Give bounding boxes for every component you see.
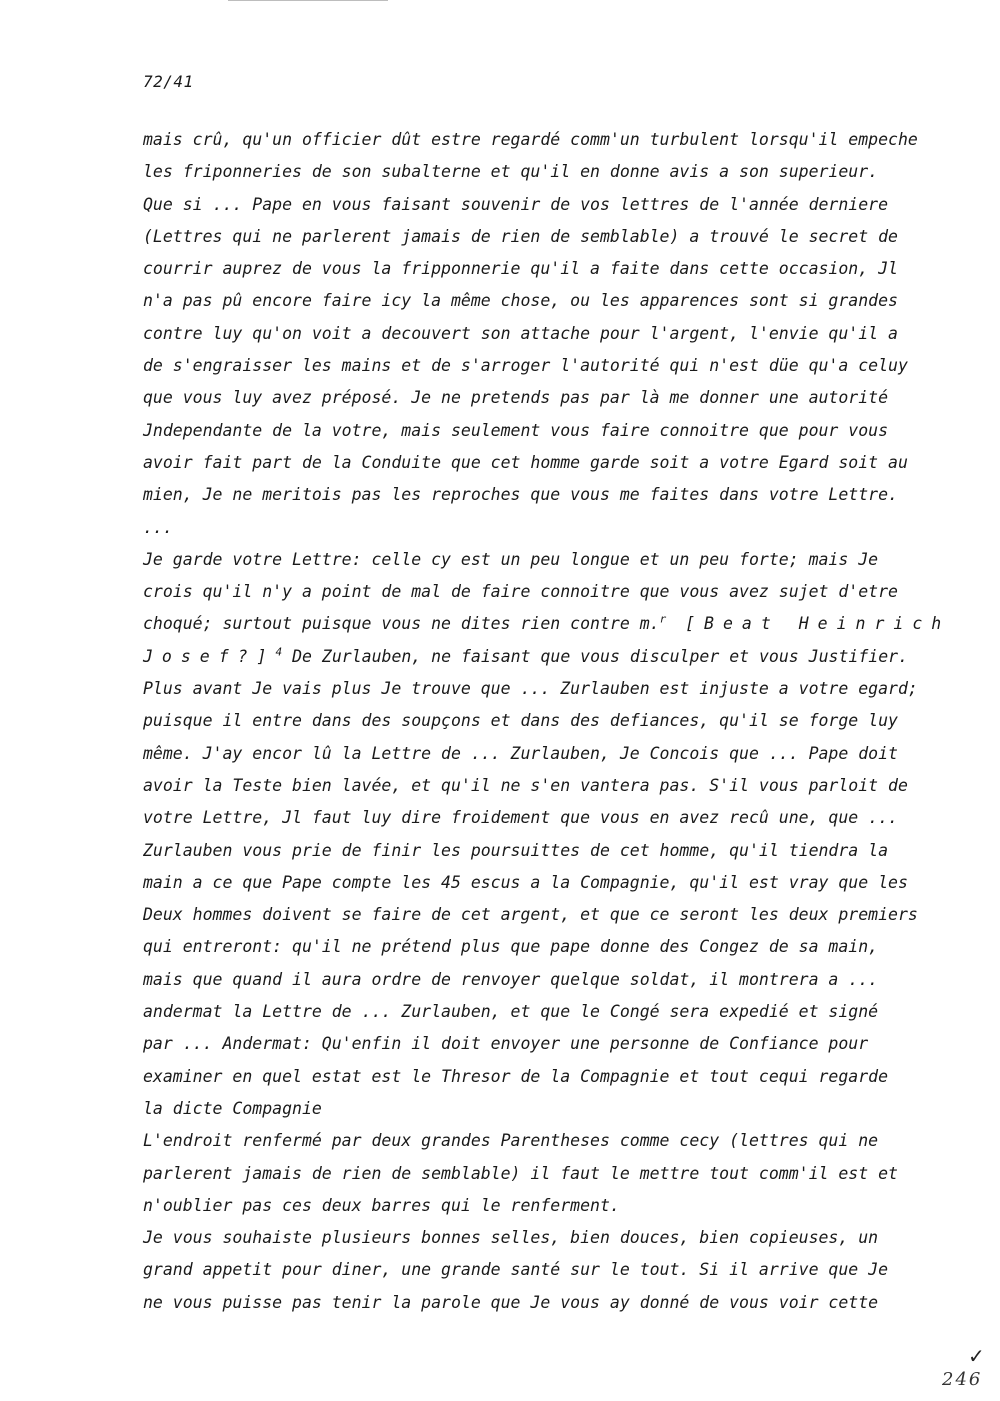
text-line: par ... Andermat: Qu'enfin il doit envoyer une personne de Confiance pour: [143, 1034, 869, 1054]
text-line: qui entreront: qu'il ne prétend plus que pape donne des Congez de sa main,: [143, 937, 879, 957]
handwritten-checkmark-icon: ✓: [968, 1344, 985, 1368]
text-line: mien, Je ne meritois pas les reproches que vous me faites dans votre Lettre.: [143, 485, 898, 505]
text-line: avoir fait part de la Conduite que cet homme garde soit a votre Egard soit au: [143, 452, 908, 472]
text-line: main a ce que Pape compte les 45 escus a la Compagnie, qu'il est vray que les: [143, 872, 908, 892]
text-line: les friponneries de son subalterne et qu'il en donne avis a son superieur.: [143, 162, 879, 182]
text-line: que vous luy avez préposé. Je ne pretends pas par là me donner une autorité: [143, 388, 889, 408]
text-line: Jndependante de la votre, mais seulement vous faire connoitre que pour vous: [143, 420, 889, 440]
text-line: [143, 641, 943, 673]
letter-transcription: [143, 124, 951, 1319]
text-line: crois qu'il n'y a point de mal de faire connoitre que vous avez sujet d'etre: [143, 582, 898, 602]
text-line: n'a pas pû encore faire icy la même chose, ou les apparences sont si grandes: [143, 291, 898, 311]
text-line: Que si ... Pape en vous faisant souvenir de vos lettres de l'année derniere: [143, 194, 889, 214]
text-line: grand appetit pour diner, une grande santé sur le tout. Si il arrive que Je: [143, 1260, 889, 1280]
text-line: Deux hommes doivent se faire de cet argent, et que ce seront les deux premiers: [143, 905, 918, 925]
text-line: Zurlauben vous prie de finir les poursuittes de cet homme, qu'il tiendra la: [143, 840, 889, 860]
text-segment: choqué; surtout puisque vous ne dites rien contre m.: [143, 614, 660, 634]
footnote-marker: 4: [275, 645, 283, 659]
top-edge-rule: [228, 0, 388, 1]
handwritten-archive-number: 246: [942, 1369, 983, 1390]
text-line: Je vous souhaiste plusieurs bonnes selles, bien douces, bien copieuses, un: [143, 1228, 879, 1248]
text-line: n'oublier pas ces deux barres qui le renferment.: [143, 1195, 620, 1215]
text-line: andermat la Lettre de ... Zurlauben, et que le Congé sera expedié et signé: [143, 1002, 879, 1022]
text-line: [143, 608, 951, 640]
text-line: examiner en quel estat est le Thresor de la Compagnie et tout cequi regarde: [143, 1066, 889, 1086]
text-line: contre luy qu'on voit a decouvert son attache pour l'argent, l'envie qu'il a: [143, 323, 898, 343]
text-line: L'endroit renfermé par deux grandes Parentheses comme cecy (lettres qui ne: [143, 1131, 879, 1151]
text-line: avoir la Teste bien lavée, et qu'il ne s'en vantera pas. S'il vous parloit de: [143, 775, 908, 795]
page-number: 72/41: [143, 72, 194, 91]
ellipsis-line: ...: [143, 517, 173, 537]
text-line: Je garde votre Lettre: celle cy est un peu longue et un peu forte; mais Je: [143, 549, 879, 569]
editorial-insert: [Beat Heinrich: [666, 614, 951, 634]
text-line: parlerent jamais de rien de semblable) il faut le mettre tout comm'il est et: [143, 1163, 898, 1183]
editorial-insert: Josef?]: [143, 646, 276, 666]
text-line: de s'engraisser les mains et de s'arroger l'autorité qui n'est düe qu'a celuy: [143, 356, 908, 376]
text-line: Plus avant Je vais plus Je trouve que ... Zurlauben est injuste a votre egard;: [143, 679, 918, 699]
text-line: même. J'ay encor lû la Lettre de ... Zurlauben, Je Concois que ... Pape doit: [143, 743, 898, 763]
text-line: puisque il entre dans des soupçons et dans des defiances, qu'il se forge luy: [143, 711, 898, 731]
text-line: la dicte Compagnie: [143, 1098, 322, 1118]
superscript: r: [659, 612, 667, 626]
text-line: (Lettres qui ne parlerent jamais de rien de semblable) a trouvé le secret de: [143, 226, 898, 246]
text-line: courrir auprez de vous la fripponnerie qu'il a faite dans cette occasion, Jl: [143, 259, 898, 279]
text-segment: De Zurlauben, ne faisant que vous disculper et vous Justifier.: [282, 646, 909, 666]
text-line: votre Lettre, Jl faut luy dire froidement que vous en avez recû une, que ...: [143, 808, 898, 828]
text-line: mais crû, qu'un officier dût estre regardé comm'un turbulent lorsqu'il empeche: [143, 130, 918, 149]
text-line: mais que quand il aura ordre de renvoyer quelque soldat, il montrera a ...: [143, 969, 879, 989]
text-line: ne vous puisse pas tenir la parole que Je vous ay donné de vous voir cette: [143, 1292, 879, 1312]
